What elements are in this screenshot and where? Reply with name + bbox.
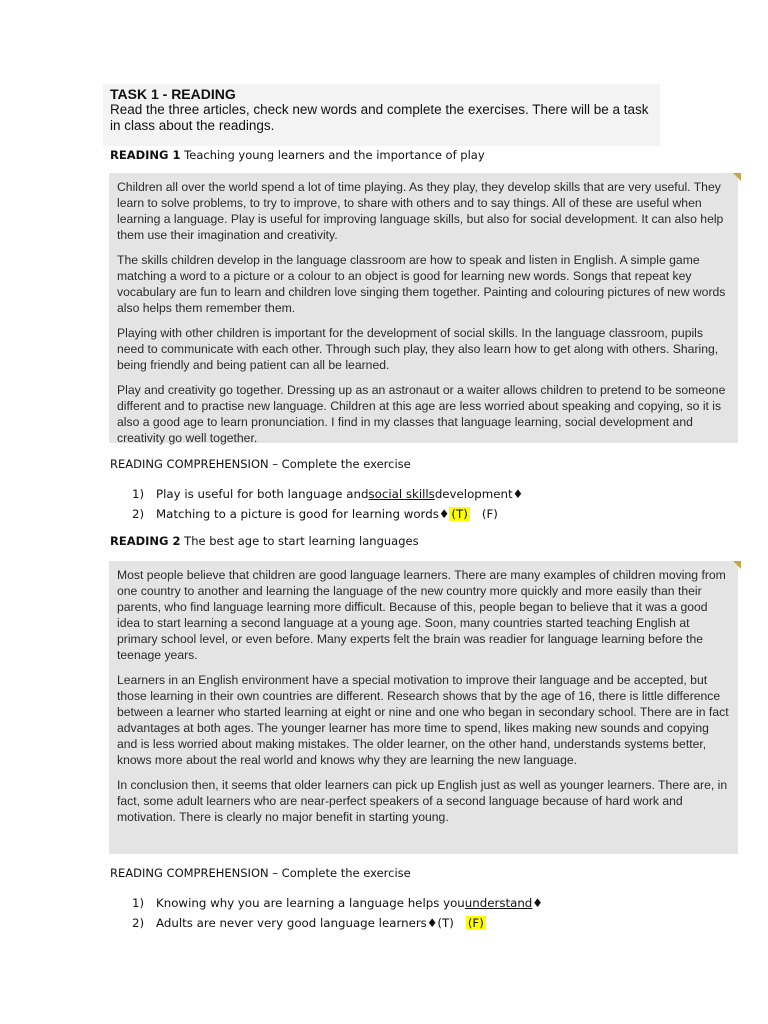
reading1-paragraph: The skills children develop in the language classroom are how to speak and listen in English. A simple game matching a word to a picture or a colour to an object is good for learning new words. Songs that repeat key vocabulary are fun to learn and children love singing them together. Painting and colouring pictures of new words also helps them remember them. xyxy=(117,253,726,315)
reading2-paragraph: In conclusion then, it seems that older learners can pick up English just as well as younger learners. There are, in fact, some adult learners who are near-perfect speakers of a second language because of hard work and motivation. There is clearly no major benefit in starting young. xyxy=(117,778,728,824)
reading2-heading xyxy=(110,534,419,548)
reading1-comprehension-heading: READING COMPREHENSION – Complete the exercise xyxy=(110,457,411,471)
question-number: 1) xyxy=(132,896,145,910)
reading2-label: READING 2 xyxy=(110,534,181,548)
reading2-questions xyxy=(132,893,543,933)
reading1-heading xyxy=(110,148,485,162)
reading2-comprehension-heading: READING COMPREHENSION – Complete the exercise xyxy=(110,866,411,880)
false-option-selected: (F) xyxy=(467,916,484,930)
question-item xyxy=(132,504,523,524)
reading1-paragraph: Playing with other children is important for the development of social skills. In the language classroom, pupils need to communicate with each other. Through such play, they also learn how to get along with others. Sharing, being friendly and being patient can all be learned. xyxy=(117,326,719,372)
question-number: 2) xyxy=(132,916,145,930)
reading2-paragraph: Learners in an English environment have a special motivation to improve their language and be accepted, but those learning in their own countries are different. Research shows that by the age of 16, there is little difference between a learner who started learning at eight or nine and one who began in secondary school. There are in fact advantages at both ages. The younger learner has more time to spend, likes making new sounds and copying and is less worried about making mistakes. The older learner, on the other hand, understands systems better, knows more about the real world and knows why they are learning the new language. xyxy=(117,673,729,767)
reading1-label: READING 1 xyxy=(110,148,181,162)
question-number: 1) xyxy=(132,487,145,501)
reading2-paragraph: Most people believe that children are good language learners. There are many examples of children moving from one country to another and learning the language of the new country more quickly and more easily than their parents, who find language learning more difficult. Because of this, people began to believe that it was a good idea to start learning a second language at a young age. Soon, many countries started teaching English at primary school level, or even before. Many experts felt the brain was readier for language learning before the teenage years. xyxy=(117,568,726,662)
task-title: TASK 1 - READING xyxy=(110,86,236,102)
answer-text: understand xyxy=(464,896,533,910)
question-number: 2) xyxy=(132,507,145,521)
reading1-paragraph: Children all over the world spend a lot of time playing. As they play, they develop skills that are very useful. They learn to solve problems, to try to improve, to share with others and to say things. All of these are useful when learning a language. Play is useful for improving language skills, but also for social development. It can also help them use their imagination and creativity. xyxy=(117,180,724,242)
task-box xyxy=(103,84,660,146)
question-text: Knowing why you are learning a language helps you xyxy=(156,896,465,910)
reading1-questions xyxy=(132,484,523,524)
reading1-title: Teaching young learners and the importance of play xyxy=(184,148,485,162)
question-item xyxy=(132,893,543,913)
answer-text: social skills xyxy=(368,487,435,501)
reading2-article xyxy=(109,561,738,854)
false-option: (F) xyxy=(481,507,498,521)
corner-marker-icon xyxy=(733,561,741,569)
reading1-paragraph: Play and creativity go together. Dressing up as an astronaut or a waiter allows children to pretend to be someone different and to practise new language. Children at this age are less worried about speaking and copying, so it is also a good age to learn pronunciation. I find in my classes that language learning, social development and creativity go well together. xyxy=(117,383,726,445)
true-option-selected: (T) xyxy=(451,507,468,521)
task-description: Read the three articles, check new words and complete the exercises. There will be a task in class about the readings. xyxy=(110,102,649,133)
question-text: Play is useful for both language and xyxy=(156,487,369,501)
true-option: (T) xyxy=(437,916,454,930)
reading1-article xyxy=(109,173,738,443)
reading2-title: The best age to start learning languages xyxy=(184,534,419,548)
question-text: Adults are never very good language learners♦ xyxy=(156,916,438,930)
question-text-end: development♦ xyxy=(434,487,524,501)
question-item xyxy=(132,484,523,504)
question-text: Matching to a picture is good for learning words♦ xyxy=(156,507,450,521)
question-text-end: ♦ xyxy=(532,896,543,910)
question-item xyxy=(132,913,543,933)
corner-marker-icon xyxy=(733,173,741,181)
